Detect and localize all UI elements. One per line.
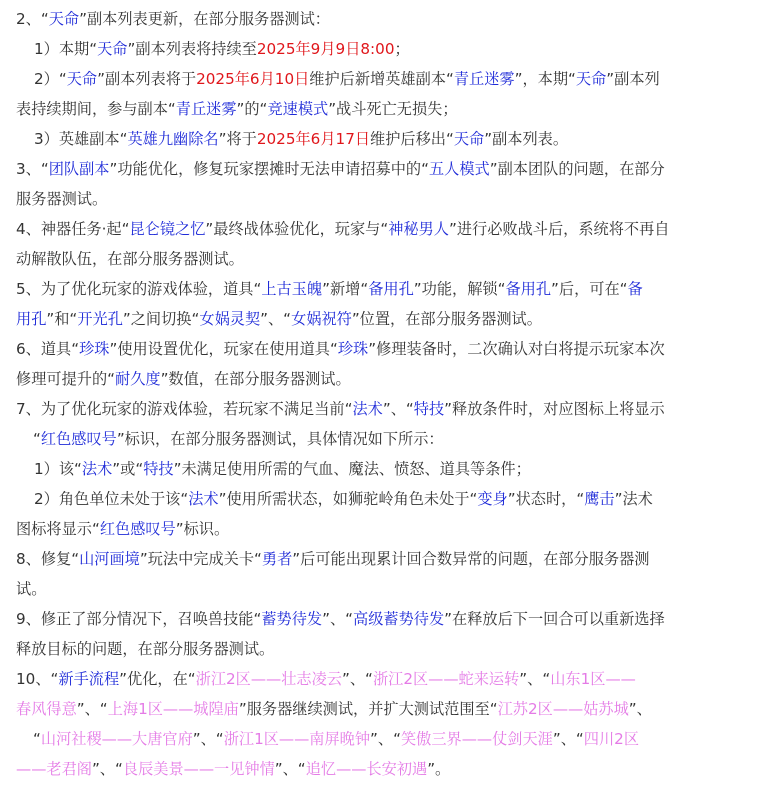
highlight-keyword: 高级蓄势待发 xyxy=(353,610,445,628)
text-segment: ”状态时，“ xyxy=(507,490,585,508)
text-segment: 8、修复“ xyxy=(16,550,80,568)
section-2-item-2-cont xyxy=(16,94,744,124)
section-7-item-1 xyxy=(16,454,744,484)
text-segment: ”法术 xyxy=(614,490,653,508)
highlight-keyword: 用孔 xyxy=(16,310,47,328)
highlight-server: 浙江2区——蛇来运转 xyxy=(372,670,520,688)
text-segment: 维护后移出“ xyxy=(370,130,454,148)
section-3 xyxy=(16,154,744,184)
highlight-server: 浙江1区——南屏晚钟 xyxy=(223,730,371,748)
highlight-keyword: 耐久度 xyxy=(115,370,161,388)
highlight-keyword: 备用孔 xyxy=(368,280,414,298)
highlight-date: 2025年9月9日8:00 xyxy=(256,40,395,58)
text-segment: ”功能，解锁“ xyxy=(413,280,506,298)
text-segment: 表持续期间，参与副本“ xyxy=(16,100,176,118)
text-segment: 释放目标的问题，在部分服务器测试。 xyxy=(16,640,275,658)
text-segment: ”和“ xyxy=(46,310,78,328)
text-segment: ”使用所需状态，如狮驼岭角色未处于“ xyxy=(218,490,478,508)
text-segment: ”、 xyxy=(628,700,652,718)
section-4-cont xyxy=(16,244,744,274)
text-segment: ”将于 xyxy=(218,130,257,148)
text-segment: ”、“ xyxy=(76,700,108,718)
highlight-keyword: 蓄势待发 xyxy=(261,610,323,628)
text-segment: ”、“ xyxy=(260,310,292,328)
text-segment: ”最终战体验优化，玩家与“ xyxy=(205,220,389,238)
text-segment: 1）该“ xyxy=(34,460,82,478)
highlight-server: 上海1区——城隍庙 xyxy=(107,700,239,718)
highlight-keyword: 特技 xyxy=(413,400,445,418)
text-segment: ”、“ xyxy=(382,400,414,418)
text-segment: 2）“ xyxy=(34,70,67,88)
section-2-item-3 xyxy=(16,124,744,154)
text-segment: ”数值，在部分服务器测试。 xyxy=(160,370,351,388)
text-segment: ”或“ xyxy=(112,460,144,478)
highlight-keyword: 法术 xyxy=(81,460,113,478)
text-segment: 动解散队伍，在部分服务器测试。 xyxy=(16,250,244,268)
text-segment: ”、“ xyxy=(322,610,354,628)
text-segment: ”服务器继续测试，并扩大测试范围至“ xyxy=(238,700,498,718)
highlight-keyword: 新手流程 xyxy=(58,670,120,688)
section-7-item-2 xyxy=(16,484,744,514)
highlight-server: 江苏2区——姑苏城 xyxy=(497,700,629,718)
text-segment: ”、“ xyxy=(274,760,306,778)
text-segment: ”、“ xyxy=(519,670,551,688)
text-segment: ”玩法中完成关卡“ xyxy=(139,550,262,568)
highlight-keyword: 天命 xyxy=(97,40,128,58)
highlight-server: 良辰美景——一见钟情 xyxy=(122,760,275,778)
section-2-item-2 xyxy=(16,64,744,94)
highlight-server: 春风得意 xyxy=(16,700,77,718)
text-segment: 4、神器任务·起“ xyxy=(16,220,130,238)
text-segment: ”标识。 xyxy=(175,520,230,538)
highlight-keyword: 红色感叹号 xyxy=(40,430,117,448)
highlight-keyword: 备 xyxy=(627,280,643,298)
text-segment: 7、为了优化玩家的游戏体验，若玩家不满足当前“ xyxy=(16,400,353,418)
highlight-server: 四川2区 xyxy=(583,730,640,748)
highlight-keyword: 备用孔 xyxy=(505,280,552,298)
highlight-server: 笑傲三界——仗剑天涯 xyxy=(400,730,553,748)
text-segment: 9、修正了部分情况下，召唤兽技能“ xyxy=(16,610,262,628)
text-segment: ”副本列表更新，在部分服务器测试： xyxy=(79,10,330,28)
text-segment: 5、为了优化玩家的游戏体验，道具“ xyxy=(16,280,262,298)
highlight-keyword: 天命 xyxy=(575,70,607,88)
text-segment: ”在释放后下一回合可以重新选择 xyxy=(444,610,665,628)
highlight-keyword: 开光孔 xyxy=(77,310,123,328)
section-7-item-2-cont xyxy=(16,514,744,544)
section-5 xyxy=(16,274,744,304)
section-8 xyxy=(16,544,744,574)
highlight-date: 2025年6月17日 xyxy=(256,130,371,148)
text-segment: ”、“ xyxy=(91,760,123,778)
text-segment: ”、“ xyxy=(192,730,224,748)
text-segment: ”副本列 xyxy=(606,70,660,88)
text-segment: ”释放条件时，对应图标上将显示 xyxy=(444,400,665,418)
highlight-keyword: 竞速模式 xyxy=(267,100,329,118)
section-6-cont xyxy=(16,364,744,394)
highlight-keyword: 青丘迷雾 xyxy=(175,100,237,118)
section-6 xyxy=(16,334,744,364)
text-segment: 3、“ xyxy=(16,160,49,178)
highlight-server: ——老君阁 xyxy=(16,760,92,778)
text-segment: ”未满足使用所需的气血、魔法、愤怒、道具等条件； xyxy=(173,460,531,478)
highlight-keyword: 法术 xyxy=(188,490,219,508)
section-10 xyxy=(16,664,744,694)
text-segment: ”副本列表将持续至 xyxy=(127,40,257,58)
text-segment: ”新增“ xyxy=(322,280,369,298)
highlight-keyword: 天命 xyxy=(66,70,98,88)
highlight-keyword: 勇者 xyxy=(261,550,293,568)
section-9 xyxy=(16,604,744,634)
section-2-item-1 xyxy=(16,34,744,64)
highlight-keyword: 鹰击 xyxy=(584,490,615,508)
section-7-cont xyxy=(16,424,744,454)
text-segment: 试。 xyxy=(16,580,47,598)
text-segment: 6、道具“ xyxy=(16,340,80,358)
text-segment: 修理可提升的“ xyxy=(16,370,115,388)
text-segment: ”副本列表将于 xyxy=(97,70,197,88)
text-segment: ”战斗死亡无损失； xyxy=(328,100,458,118)
text-segment: ”。 xyxy=(427,760,451,778)
text-segment: “ xyxy=(33,430,41,448)
section-7 xyxy=(16,394,744,424)
highlight-keyword: 青丘迷雾 xyxy=(453,70,515,88)
section-2-heading xyxy=(16,4,744,34)
text-segment: 服务器测试。 xyxy=(16,190,108,208)
highlight-keyword: 天命 xyxy=(48,10,80,28)
text-segment: 3）英雄副本“ xyxy=(34,130,128,148)
text-segment: 2）角色单位未处于该“ xyxy=(34,490,189,508)
text-segment: ”后，可在“ xyxy=(551,280,628,298)
text-segment: ； xyxy=(394,40,410,58)
section-8-cont xyxy=(16,574,744,604)
highlight-server: 追忆——长安初遇 xyxy=(305,760,428,778)
highlight-keyword: 女娲祝符 xyxy=(291,310,352,328)
section-4 xyxy=(16,214,744,244)
highlight-keyword: 昆仑镜之忆 xyxy=(129,220,206,238)
highlight-server: 浙江2区——壮志凌云 xyxy=(195,670,342,688)
highlight-keyword: 神秘男人 xyxy=(388,220,449,238)
highlight-keyword: 珍珠 xyxy=(337,340,369,358)
section-10-cont-3 xyxy=(16,754,744,784)
text-segment: 图标将显示“ xyxy=(16,520,100,538)
text-segment: ”、“ xyxy=(370,730,401,748)
highlight-keyword: 山河画境 xyxy=(79,550,140,568)
highlight-keyword: 法术 xyxy=(352,400,383,418)
highlight-keyword: 变身 xyxy=(477,490,508,508)
highlight-keyword: 上古玉魄 xyxy=(261,280,323,298)
highlight-keyword: 团队副本 xyxy=(48,160,110,178)
section-3-cont xyxy=(16,184,744,214)
section-9-cont xyxy=(16,634,744,664)
highlight-keyword: 特技 xyxy=(143,460,174,478)
section-5-cont xyxy=(16,304,744,334)
highlight-keyword: 五人模式 xyxy=(428,160,490,178)
text-segment: ”标识，在部分服务器测试，具体情况如下所示： xyxy=(116,430,444,448)
section-10-cont-2 xyxy=(16,724,744,754)
text-segment: ”位置，在部分服务器测试。 xyxy=(351,310,542,328)
highlight-server: 山河社稷——大唐官府 xyxy=(40,730,193,748)
highlight-keyword: 红色感叹号 xyxy=(99,520,176,538)
highlight-keyword: 女娲灵契 xyxy=(199,310,261,328)
text-segment: ”副本团队的问题，在部分 xyxy=(489,160,665,178)
highlight-keyword: 天命 xyxy=(453,130,485,148)
text-segment: “ xyxy=(33,730,41,748)
text-segment: 维护后新增英雄副本“ xyxy=(309,70,454,88)
text-segment: ”、“ xyxy=(342,670,373,688)
text-segment: 1）本期“ xyxy=(34,40,98,58)
highlight-server: 山东1区—— xyxy=(550,670,636,688)
text-segment: ”、“ xyxy=(552,730,584,748)
text-segment: ”后可能出现累计回合数异常的问题，在部分服务器测 xyxy=(292,550,650,568)
highlight-keyword: 英雄九幽除名 xyxy=(127,130,219,148)
text-segment: ”功能优化，修复玩家摆摊时无法申请招募中的“ xyxy=(109,160,429,178)
text-segment: ”修理装备时，二次确认对白将提示玩家本次 xyxy=(368,340,665,358)
text-segment: ”，本期“ xyxy=(514,70,576,88)
text-segment: ”优化，在“ xyxy=(119,670,196,688)
text-segment: ”副本列表。 xyxy=(484,130,569,148)
text-segment: 2、“ xyxy=(16,10,49,28)
text-segment: ”使用设置优化，玩家在使用道具“ xyxy=(109,340,338,358)
section-10-cont-1 xyxy=(16,694,744,724)
text-segment: ”的“ xyxy=(236,100,268,118)
highlight-date: 2025年6月10日 xyxy=(196,70,310,88)
text-segment: 10、“ xyxy=(16,670,59,688)
highlight-keyword: 珍珠 xyxy=(79,340,110,358)
text-segment: ”之间切换“ xyxy=(122,310,200,328)
text-segment: ”进行必败战斗后，系统将不再自 xyxy=(448,220,670,238)
